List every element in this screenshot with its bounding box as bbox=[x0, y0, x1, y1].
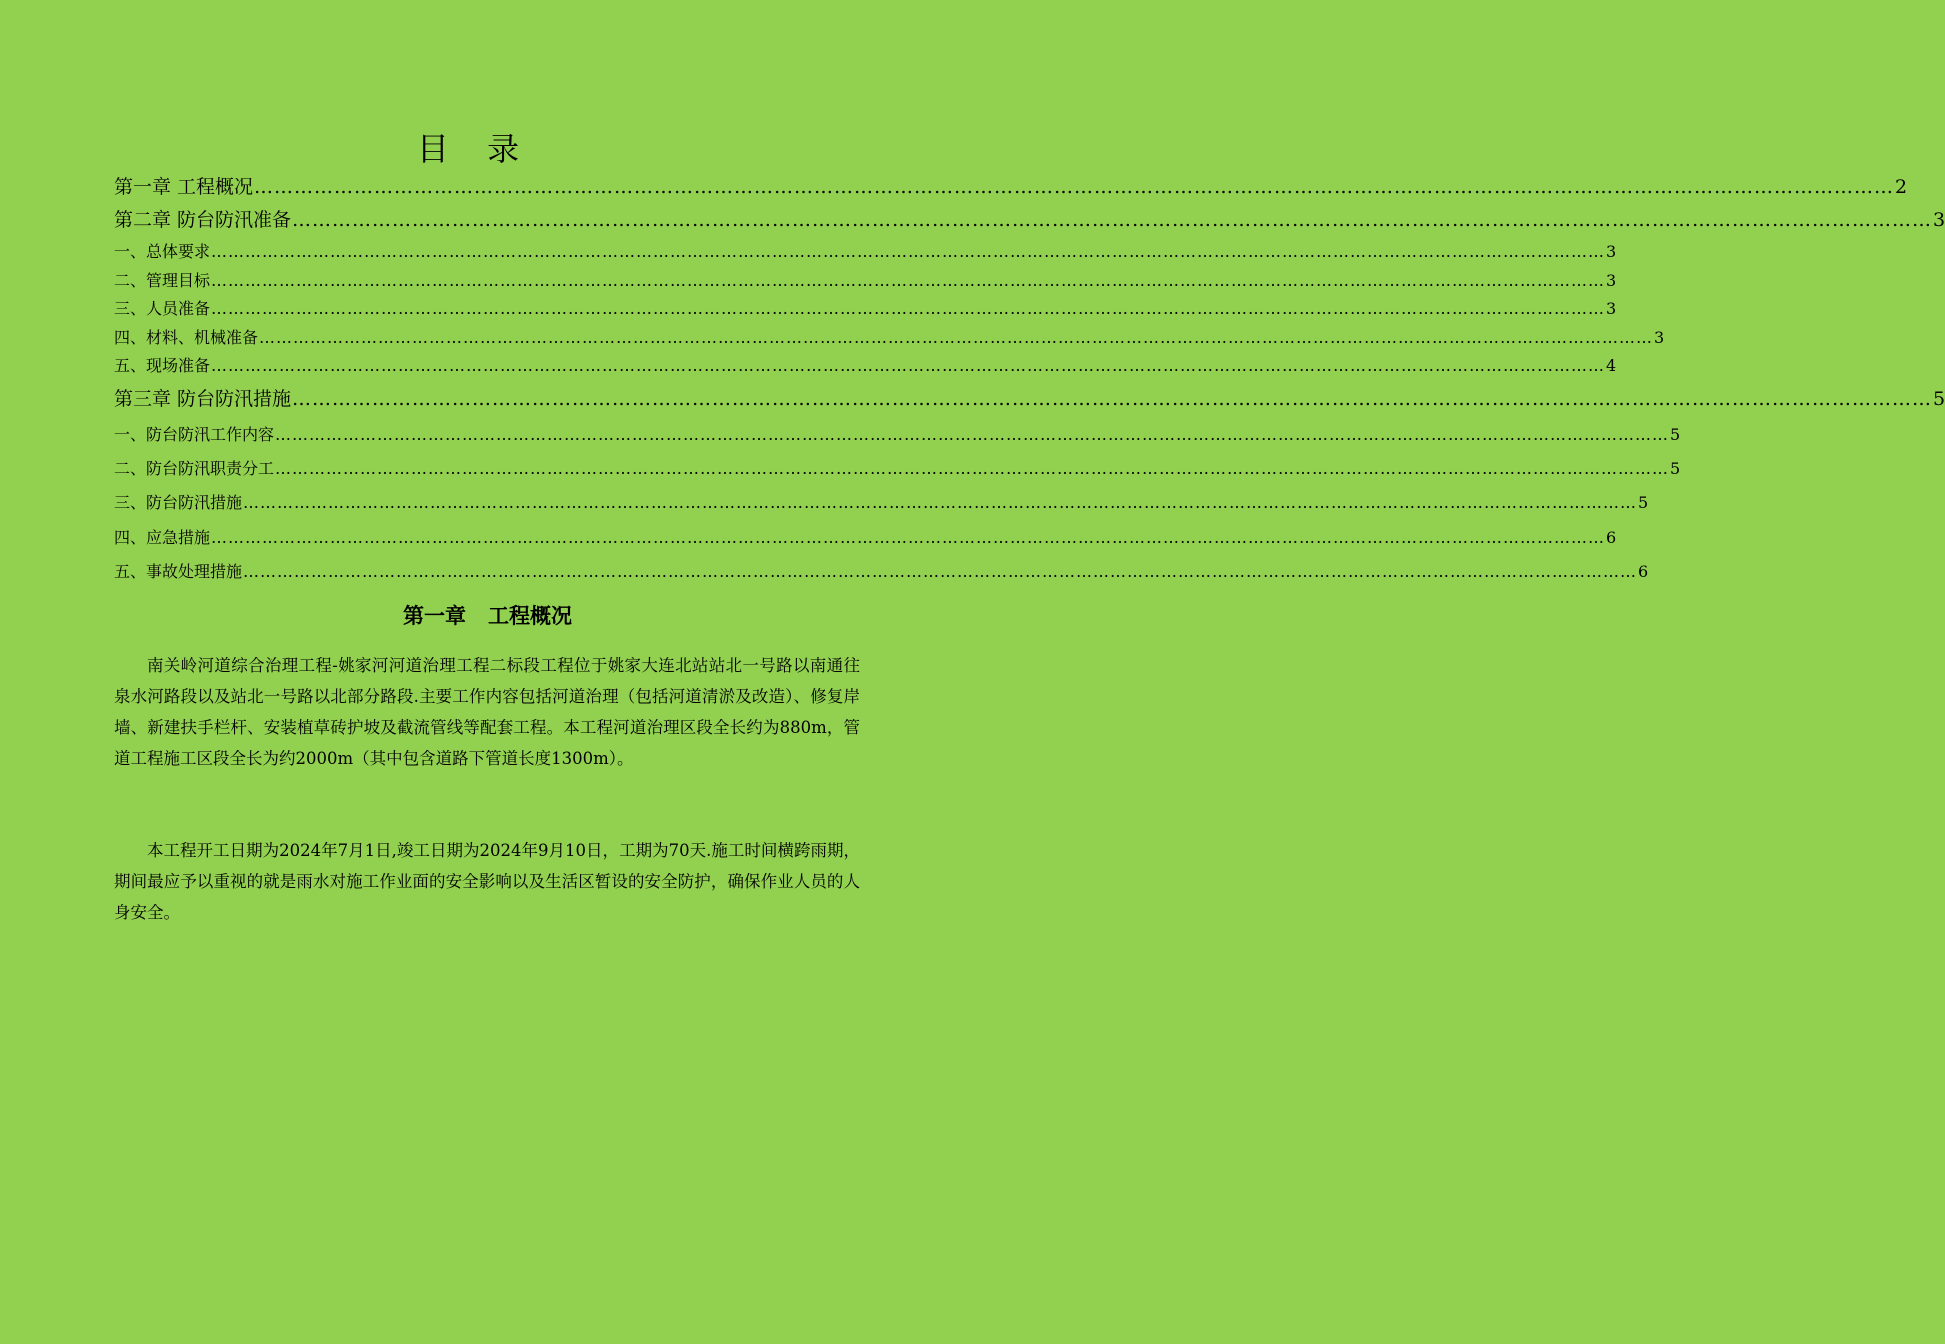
toc-page-number: 3 bbox=[1606, 299, 1617, 318]
chapter-heading: 第一章 工程概况 bbox=[403, 604, 572, 628]
toc-leader-dots: ………………………………………………………………………………………………………………………………………………………………………………………………………………………… bbox=[211, 242, 1606, 261]
toc-page-number: 3 bbox=[1606, 271, 1617, 290]
toc-entry-label: 第二章 防台防汛准备 bbox=[114, 209, 292, 231]
toc-entry-label: 五、现场准备 bbox=[114, 356, 211, 375]
toc-leader-dots: ………………………………………………………………………………………………………………………………………………………………………………………………………………………… bbox=[211, 528, 1606, 547]
toc-entry[interactable] bbox=[114, 205, 1945, 232]
toc-page-number: 6 bbox=[1606, 528, 1617, 547]
toc-entry[interactable] bbox=[114, 559, 1649, 582]
toc-entry[interactable] bbox=[114, 456, 1681, 479]
table-of-contents bbox=[114, 0, 1945, 600]
toc-page-number: 3 bbox=[1654, 328, 1665, 347]
toc-page-number: 2 bbox=[1895, 176, 1908, 198]
toc-leader-dots: ………………………………………………………………………………………………………………………………………………………………………………………………………………………… bbox=[292, 388, 1933, 410]
toc-leader-dots: ………………………………………………………………………………………………………………………………………………………………………………………………………………………… bbox=[211, 271, 1606, 290]
toc-entry-label: 第三章 防台防汛措施 bbox=[114, 388, 292, 410]
toc-page-number: 6 bbox=[1638, 562, 1649, 581]
toc-leader-dots: ………………………………………………………………………………………………………………………………………………………………………………………………………………………… bbox=[211, 299, 1606, 318]
toc-title: 目 录 bbox=[416, 130, 534, 168]
toc-entry[interactable] bbox=[114, 384, 1945, 411]
toc-page-number: 3 bbox=[1933, 209, 1945, 231]
toc-entry-label: 五、事故处理措施 bbox=[114, 562, 243, 581]
toc-page-number: 5 bbox=[1670, 425, 1681, 444]
toc-page-number: 4 bbox=[1606, 356, 1617, 375]
toc-leader-dots: ………………………………………………………………………………………………………………………………………………………………………………………………………………………… bbox=[275, 425, 1670, 444]
toc-entry[interactable] bbox=[114, 525, 1617, 548]
toc-leader-dots: ………………………………………………………………………………………………………………………………………………………………………………………………………………………… bbox=[275, 459, 1670, 478]
toc-entry-label: 二、防台防汛职责分工 bbox=[114, 459, 275, 478]
toc-entry-label: 第一章 工程概况 bbox=[114, 176, 254, 198]
toc-page-number: 5 bbox=[1670, 459, 1681, 478]
toc-entry[interactable] bbox=[114, 172, 1908, 199]
body-paragraph: 本工程开工日期为2024年7月1日,竣工日期为2024年9月10日，工期为70天.施工时间横跨雨期，期间最应予以重视的就是雨水对施工作业面的安全影响以及生活区暂设的安全防护，确保作业人员的人身安全。 bbox=[114, 841, 860, 922]
toc-entry[interactable] bbox=[114, 296, 1617, 319]
toc-entry-label: 四、应急措施 bbox=[114, 528, 211, 547]
toc-entry[interactable] bbox=[114, 422, 1681, 445]
toc-leader-dots: ………………………………………………………………………………………………………………………………………………………………………………………………………………………… bbox=[292, 209, 1933, 231]
toc-entry[interactable] bbox=[114, 239, 1617, 262]
toc-entry-label: 三、人员准备 bbox=[114, 299, 211, 318]
body-paragraph: 南关岭河道综合治理工程-姚家河河道治理工程二标段工程位于姚家大连北站站北一号路以南通往泉水河路段以及站北一号路以北部分路段.主要工作内容包括河道治理（包括河道清淤及改造）、修复岸墙、新建扶手栏杆、安装植草砖护坡及截流管线等配套工程。本工程河道治理区段全长约为880m，管道工程施工区段全长为约2000m（其中包含道路下管道长度1300m）。 bbox=[114, 656, 860, 768]
toc-page-number: 5 bbox=[1638, 493, 1649, 512]
toc-entry[interactable] bbox=[114, 268, 1617, 291]
toc-leader-dots: ………………………………………………………………………………………………………………………………………………………………………………………………………………………… bbox=[243, 562, 1638, 581]
toc-leader-dots: ………………………………………………………………………………………………………………………………………………………………………………………………………………………… bbox=[243, 493, 1638, 512]
toc-entry[interactable] bbox=[114, 325, 1665, 348]
toc-entry-label: 一、总体要求 bbox=[114, 242, 211, 261]
toc-entry-label: 一、防台防汛工作内容 bbox=[114, 425, 275, 444]
toc-entry-label: 三、防台防汛措施 bbox=[114, 493, 243, 512]
toc-page-number: 5 bbox=[1933, 388, 1945, 410]
toc-entry-label: 四、材料、机械准备 bbox=[114, 328, 259, 347]
toc-page-number: 3 bbox=[1606, 242, 1617, 261]
toc-entry[interactable] bbox=[114, 353, 1617, 376]
toc-entry[interactable] bbox=[114, 490, 1649, 513]
toc-leader-dots: ………………………………………………………………………………………………………………………………………………………………………………………………………………………… bbox=[254, 176, 1895, 198]
toc-leader-dots: ………………………………………………………………………………………………………………………………………………………………………………………………………………………… bbox=[259, 328, 1654, 347]
toc-leader-dots: ………………………………………………………………………………………………………………………………………………………………………………………………………………………… bbox=[211, 356, 1606, 375]
toc-entry-label: 二、管理目标 bbox=[114, 271, 211, 290]
